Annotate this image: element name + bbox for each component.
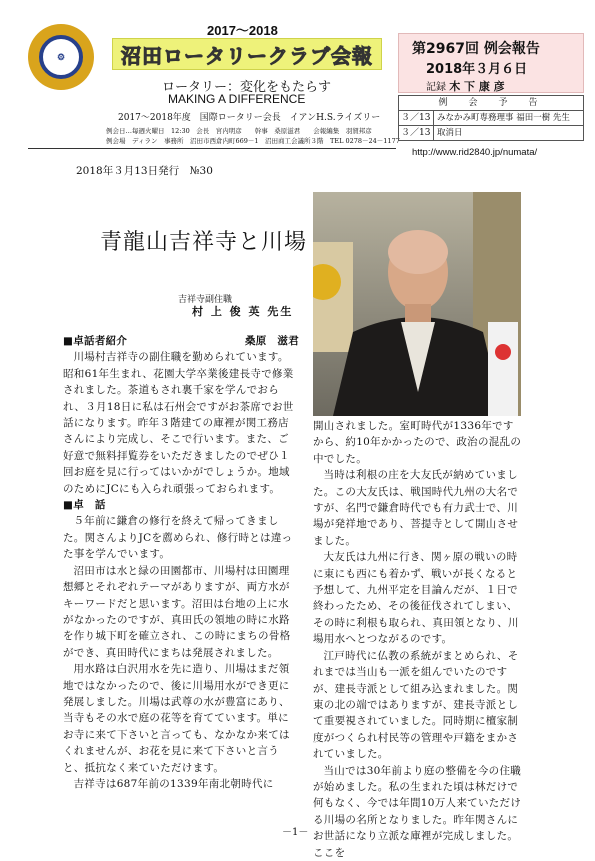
schedule-text: みなかみ町専務理事 福田一樹 先生	[437, 113, 570, 123]
report-number: 第2967回 例会報告	[412, 41, 540, 57]
club-info-line: 例会日…毎週火曜日 12:30 会長 宮内明彦 幹事 桑原滋君 会報編集 羽賀邦彦	[106, 127, 372, 135]
talk-paragraph: 吉祥寺は687年前の1339年南北朝時代に	[73, 777, 274, 790]
schedule-heading: 例 会 予 告	[399, 96, 583, 111]
talk-heading: ■卓 話	[63, 499, 106, 512]
years-label: 2017～2018	[207, 23, 278, 38]
schedule-date: ３／13	[399, 126, 434, 140]
website-link[interactable]: http://www.rid2840.jp/numata/	[412, 147, 538, 158]
intro-heading-row	[63, 333, 299, 349]
header-divider	[28, 148, 396, 149]
talk-paragraph: 当時は利根の庄を大友氏が納めていました。この大友氏は、戦国時代九州の大名ですが、名門で鎌倉時代でも有力武士で、川場が発祥地であり、菩提寺として開山させました。	[313, 469, 519, 547]
recorder-name: 木 下 康 彦	[449, 80, 505, 93]
intro-by: 桑原 滋君	[245, 335, 299, 347]
talk-paragraph: 沼田市は水と緑の田園都市、川場村は田園理想郷とそれぞれテーマがありますが、両方水がキーワードだと思います。沼田は台地の上に水がなかったのですが、真田氏の領地の時に水路を作り城下町を確立され、この時にまちの骨格ができ、真田時代にまちは発展されました。	[63, 564, 291, 659]
theme-english: MAKING A DIFFERENCE	[168, 92, 306, 106]
schedule-date: ３／13	[399, 111, 434, 125]
club-name-banner	[112, 38, 382, 70]
speaker-photo-illustration	[313, 192, 521, 416]
governor-line: 2017～2018年度 国際ロータリー会長 イアンH.S.ライズリー	[118, 113, 381, 123]
page-number: －1－	[282, 827, 309, 838]
recorder	[426, 78, 505, 94]
schedule-row	[399, 111, 583, 126]
talk-paragraph: 用水路は白沢用水を先に造り、川場はまだ領地ではなかったので、後に川場用水ができ更に発展しました。川場は武尊の水が豊富にあり、当寺もその水で庭の花等を育てています。単にお寺に来て下さいと言っても、なかなか来てはくれませんが、お花を見に来て下さいと言うと、抵抗なく来ていただけます。	[63, 663, 290, 774]
club-name: 沼田ロータリークラブ会報	[121, 43, 373, 68]
talk-paragraph: 開山されました。室町時代が1336年ですから、約10年かかったので、政治の混乱の中でした。	[313, 420, 522, 465]
talk-paragraph: 江戸時代に仏教の系統がまとめられ、それまでは当山も一派を組んでいたのですが、建長寺派として組み込まれました。関東の北の端ではありますが、建長寺派として重要視されていました。同時期に檀家制度がつくられ村民等の管理や戸籍をまかされていました。	[313, 649, 519, 761]
club-info	[106, 126, 400, 146]
speaker-name: 村 上 俊 英 先生	[192, 305, 294, 318]
recorder-label: 記録	[426, 82, 446, 93]
schedule-row	[399, 126, 583, 140]
speaker-photo	[313, 192, 521, 416]
rotary-wheel-icon: ⚙	[39, 35, 83, 79]
issue-line: 2018年３月13日発行 №30	[76, 165, 213, 177]
talk-paragraph: ５年前に鎌倉の修行を終えて帰ってきました。関さんよりJCを薦められ、修行時とは違った事を学んでいます。	[63, 515, 293, 561]
article-title: 青龍山吉祥寺と川場	[100, 230, 308, 255]
talk-paragraph: 当山では30年前より庭の整備を今の住職が始めました。私の生まれた頃は林だけで何もなく、今では年間10万人来ていただける川場の名所となりました。昨年関さんにお世話になり立派な庫裡が完成しました。ここを	[313, 764, 522, 859]
rotary-logo	[28, 24, 94, 90]
article-left-column	[63, 333, 299, 792]
schedule-text: 取消日	[437, 128, 463, 138]
club-info-line: 例会場 ディラン 事務所 沼田市西倉内町669－1 沼田商工会議所３階 TEL 0278－24－1177	[106, 137, 400, 145]
meeting-schedule	[398, 95, 584, 141]
talk-paragraph: 大友氏は九州に行き、関ヶ原の戦いの時に東にも西にも着かず、戦いが長くなると予想して、九州平定を目論んだが、１日で終わったため、その後征伐されてしまい、その時に利根も取られ、真田領となり、川場用水へとつながるのです。	[313, 551, 519, 646]
report-date: 2018年３月６日	[426, 62, 528, 77]
intro-text: 川場村吉祥寺の副住職を勤められています。昭和61年生まれ、花園大学卒業後建長寺で修業されました。茶道もされ裏千家を学んでおられ、３月18日に私は石州会ですがお茶席でお世話になります。昨年３階建ての庫裡が関工務店さんにより完成し、そこで行います。また、ご好意で無料拝覧券をいただきましたのでぜひ１回お庭を見に行ってはいかがでしょうか。地域のためにJCにも入られ頑張っておられます。	[63, 351, 294, 495]
theme-japanese: ロータリー：変化をもたらす	[162, 80, 332, 95]
intro-heading: ■卓話者紹介	[63, 335, 128, 347]
speaker-role: 吉祥寺副住職	[178, 295, 233, 305]
article-right-column	[313, 418, 523, 861]
